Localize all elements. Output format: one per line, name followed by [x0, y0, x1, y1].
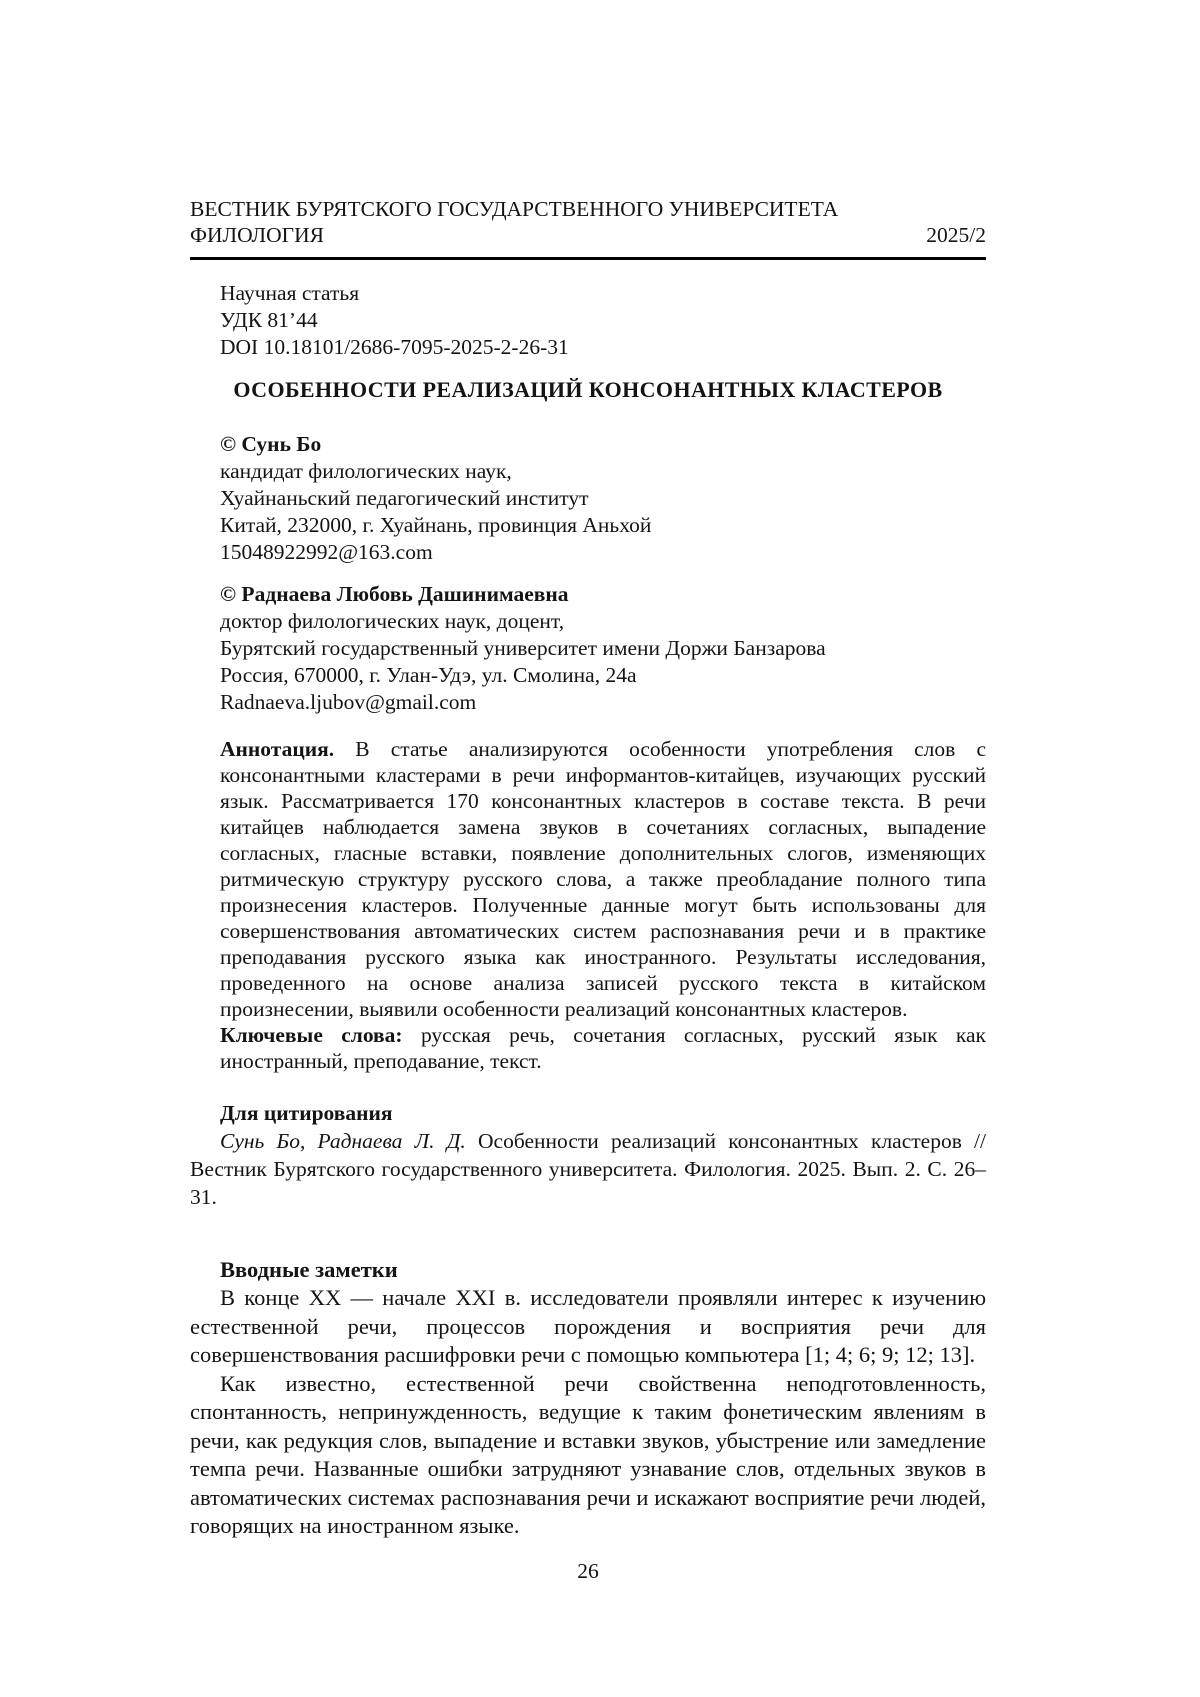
journal-section: ФИЛОЛОГИЯ [190, 223, 324, 247]
author-1-name: © Сунь Бо [220, 432, 322, 456]
author-1-email: 15048922992@163.com [220, 540, 433, 564]
author-block-1 [220, 431, 986, 566]
keywords-paragraph [220, 1022, 986, 1074]
abstract-paragraph [220, 736, 986, 1022]
citation-authors: Сунь Бо, Раднаева Л. Д. [220, 1129, 466, 1153]
journal-header [190, 196, 986, 248]
keywords-text: русская речь, сочетания согласных, русский язык как иностранный, преподавание, текст. [220, 1023, 986, 1073]
citation-block [190, 1100, 986, 1211]
author-1-affiliation: Хуайнаньский педагогический институт [220, 486, 589, 510]
body-paragraph-1: В конце XX — начале XXI в. исследователи проявляли интерес к изучению естественной речи, процессов порождения и восприятия речи для совершенствования расшифровки речи с помощью компьютера [1; 4; 6; 9; 12; 13]. [190, 1285, 986, 1367]
author-2-degree: доктор филологических наук, доцент, [220, 609, 565, 633]
author-block-2 [220, 581, 986, 716]
author-2-email: Radnaeva.ljubov@gmail.com [220, 690, 477, 714]
journal-issue: 2025/2 [926, 223, 986, 247]
article-meta [220, 280, 986, 361]
author-2-affiliation: Бурятский государственный университет имени Доржи Банзарова [220, 636, 826, 660]
header-divider [190, 257, 986, 260]
author-1-address: Китай, 232000, г. Хуайнань, провинция Аньхой [220, 513, 652, 537]
citation-paragraph [190, 1127, 986, 1211]
introduction-section [190, 1255, 986, 1541]
keywords-label: Ключевые слова: [220, 1023, 403, 1047]
section-heading: Вводные заметки [220, 1257, 398, 1282]
author-1-degree: кандидат филологических наук, [220, 459, 512, 483]
citation-rest: Особенности реализаций консонантных кластеров // Вестник Бурятского государственного университета. Филология. 2025. Вып. 2. С. 26–31. [190, 1129, 987, 1209]
article-title: ОСОБЕННОСТИ РЕАЛИЗАЦИЙ КОНСОНАНТНЫХ КЛАСТЕРОВ [233, 377, 943, 402]
abstract-text: В статье анализируются особенности употребления слов с консонантными кластерами в речи информантов-китайцев, изучающих русский язык. Рассматривается 170 консонантных кластеров в составе текста. В речи китайцев наблюдается замена звуков в сочетаниях согласных, выпадение согласных, гласные вставки, появление дополнительных слогов, изменяющих ритмическую структуру русского слова, а также преобладание полного типа произнесения кластеров. Полученные данные могут быть использованы для совершенствования автоматических систем распознавания речи и в практике преподавания русского языка как иностранного. Результаты исследования, проведенного на основе анализа записей русского текста в китайском произнесении, выявили особенности реализаций консонантных кластеров. [220, 737, 986, 1021]
author-2-address: Россия, 670000, г. Улан-Удэ, ул. Смолина, 24а [220, 663, 637, 687]
page-content [190, 196, 986, 1584]
citation-heading: Для цитирования [220, 1101, 393, 1125]
doi: DOI 10.18101/2686-7095-2025-2-26-31 [220, 335, 569, 359]
author-2-name: © Раднаева Любовь Дашинимаевна [220, 582, 569, 606]
journal-title: ВЕСТНИК БУРЯТСКОГО ГОСУДАРСТВЕННОГО УНИВЕРСИТЕТА [190, 197, 839, 221]
journal-header-left [190, 196, 838, 248]
udc-code: УДК 81’44 [220, 308, 318, 332]
article-type: Научная статья [220, 281, 360, 305]
body-paragraph-2: Как известно, естественной речи свойственна неподготовленность, спонтанность, непринужденность, ведущие к таким фонетическим явлениям в речи, как редукция слов, выпадение и вставки звуков, убыстрение или замедление темпа речи. Названные ошибки затрудняют узнавание слов, отдельных звуков в автоматических системах распознавания речи и искажают восприятие речи людей, говорящих на иностранном языке. [190, 1370, 986, 1538]
abstract-label: Аннотация. [220, 737, 335, 761]
page-number: 26 [577, 1558, 599, 1583]
